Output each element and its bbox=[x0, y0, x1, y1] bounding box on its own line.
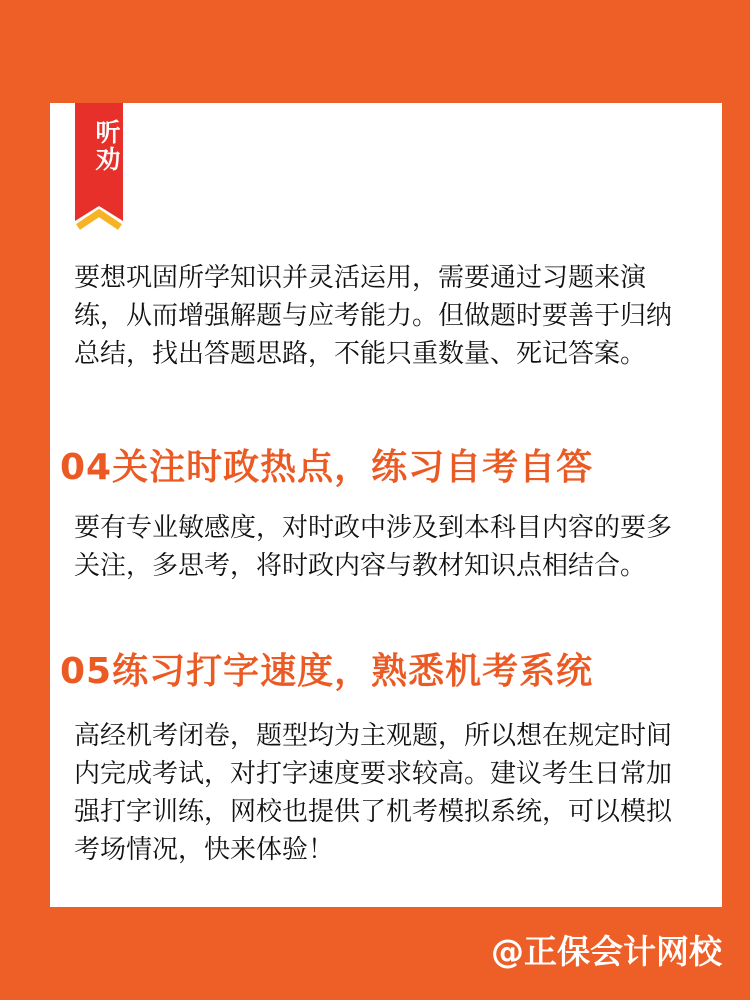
paragraph-typing-speed: 高经机考闭卷，题型均为主观题，所以想在规定时间内完成考试，对打字速度要求较高。建议考生日常加强打字训练，网校也提供了机考模拟系统，可以模拟考场情况，快来体验！ bbox=[74, 721, 673, 865]
content-card bbox=[50, 103, 722, 907]
paragraph-current-affairs: 要有专业敏感度，对时政中涉及到本科目内容的要多关注，多思考，将时政内容与教材知识点相结合。 bbox=[74, 513, 673, 581]
heading-current-affairs: 04关注时政热点，练习自考自答 bbox=[60, 447, 594, 488]
ribbon-label: 听劝 bbox=[92, 119, 121, 173]
ribbon-badge bbox=[75, 103, 123, 233]
heading-typing-speed: 05练习打字速度，熟悉机考系统 bbox=[60, 651, 594, 692]
brand-watermark: @正保会计网校 bbox=[491, 932, 722, 971]
paragraph-practice: 要想巩固所学知识并灵活运用，需要通过习题来演练，从而增强解题与应考能力。但做题时要善于归纳总结，找出答题思路，不能只重数量、死记答案。 bbox=[74, 263, 673, 369]
